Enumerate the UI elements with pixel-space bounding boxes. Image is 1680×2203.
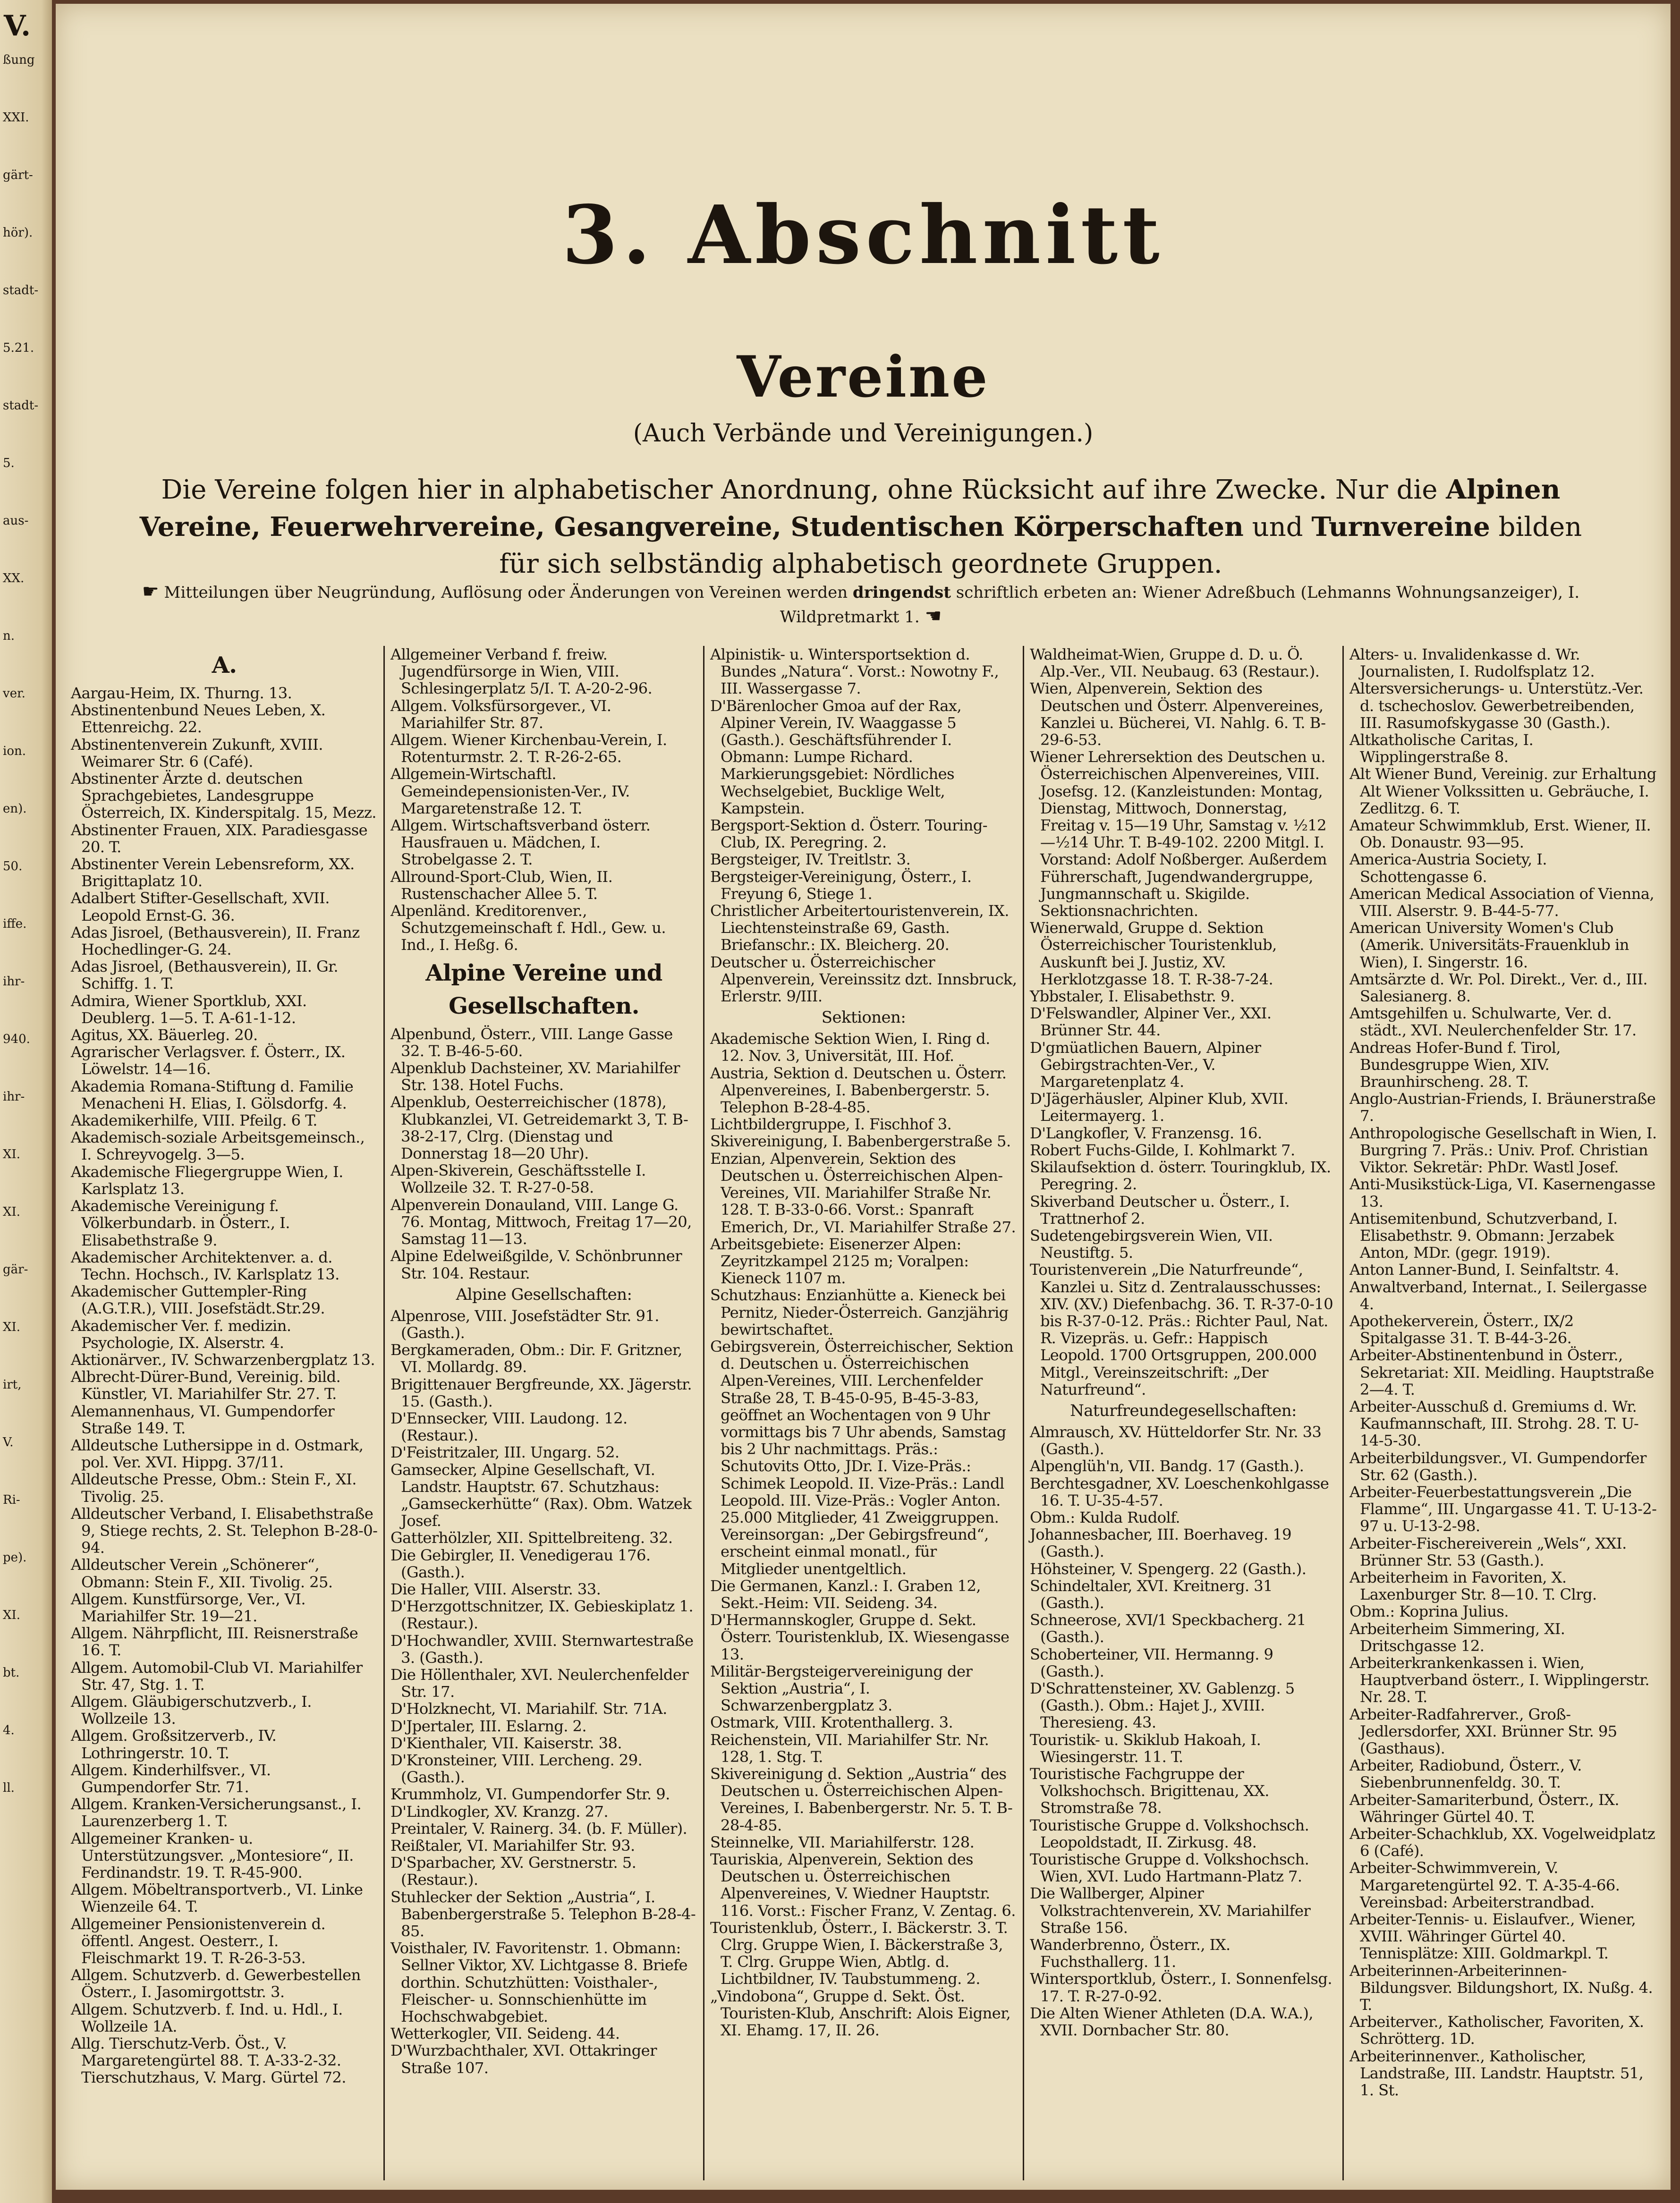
directory-entry: Johannesbacher, III. Boerhaveg. 19 (Gasth.). [1030,1525,1291,1561]
directory-entry: D'Ennsecker, VIII. Laudong. 12. (Restaur.). [390,1409,628,1445]
pointing-hand-right-icon: ☛ [142,581,159,602]
directory-entry: Adalbert Stifter-Gesellschaft, XVII. Leopold Ernst-G. 36. [71,889,330,924]
directory-entry: Alpenrose, VIII. Josefstädter Str. 91. (Gasth.). [390,1306,659,1342]
spine-fragment-list [0,52,52,1796]
directory-entry: Allgem. Volksfürsorgever., VI. Mariahilfer Str. 87. [390,696,611,732]
directory-entry: Alt Wiener Bund, Vereinig. zur Erhaltung Alt Wiener Volkssitten u. Gebräuche, I. Zedlitzg. 6. T. [1349,765,1656,817]
document-page [56,4,1671,2190]
directory-entry: Altkatholische Caritas, I. Wipplingerstraße 8. [1349,731,1534,766]
directory-entry: D'gmüatlichen Bauern, Alpiner Gebirgstrachten-Ver., V. Margaretenplatz 4. [1030,1038,1261,1091]
spine-fragment: 5.21. [3,341,34,355]
directory-entry: Alpenglüh'n, VII. Bandg. 17 (Gasth.). [1030,1457,1304,1475]
directory-entry: Krummholz, VI. Gumpendorfer Str. 9. [390,1785,670,1804]
directory-entry: Wintersportklub, Österr., I. Sonnenfelsg. 17. T. R-27-0-92. [1030,1970,1332,2005]
directory-entry: Alldeutsche Luthersippe in d. Ostmark, pol. Ver. XVI. Hippg. 37/11. [71,1436,364,1472]
directory-entry: Arbeiterkrankenkassen i. Wien, Hauptverband österr., I. Wipplingerstr. Nr. 28. T. [1349,1653,1650,1706]
intro-text-3: bilden für sich selbständig alphabetisch geordnete Gruppen. [499,512,1582,579]
directory-entry: Schindeltaler, XVI. Kreitnerg. 31 (Gasth.). [1030,1576,1273,1612]
directory-entry: Arbeiter-Schwimmverein, V. Margaretengürtel 92. T. A-35-4-66. Vereinsbad: Arbeiterstrandbad. [1349,1859,1620,1911]
directory-entry: Enzian, Alpenverein, Sektion des Deutschen u. Österreichischen Alpen-Vereines, VII. Mariahilfer Straße Nr. 128. T. B-33-0-66. Vorst.: Spanraft Emerich, Dr., VI. Mariahilfer Straße 27. [710,1149,1016,1236]
directory-entry: Reichenstein, VII. Mariahilfer Str. Nr. 128, 1. Stg. T. [710,1730,989,1766]
column-2 [385,646,704,2180]
directory-entry: D'Schrattensteiner, XV. Gablenzg. 5 (Gasth.). Obm.: Hajet J., XVIII. Theresieng. 43. [1030,1679,1295,1732]
directory-entry: Arbeiter-Fischereiverein „Wels“, XXI. Brünner Str. 53 (Gasth.). [1349,1534,1627,1569]
directory-entry: D'Herzgottschnitzer, IX. Gebieskiplatz 1. (Restaur.). [390,1597,693,1633]
directory-entry: Alemannenhaus, VI. Gumpendorfer Straße 149. T. [71,1402,335,1437]
directory-entry: Akademische Fliegergruppe Wien, I. Karlsplatz 13. [71,1162,343,1198]
spine-fragment: XI. [3,1320,21,1334]
directory-entry: D'Hochwandler, XVIII. Sternwartestraße 3. (Gasth.). [390,1631,694,1667]
directory-entry: Obm.: Kulda Rudolf. [1030,1508,1180,1526]
directory-entry: Allround-Sport-Club, Wien, II. Rustenschacher Allee 5. T. [390,867,613,903]
directory-entry: Robert Fuchs-Gilde, I. Kohlmarkt 7. [1030,1141,1295,1159]
directory-entry: Arbeiter-Feuerbestattungsverein „Die Flamme“, III. Ungargasse 41. T. U-13-2-97 u. U-13-2-98. [1349,1483,1657,1535]
directory-entry: Sudetengebirgsverein Wien, VII. Neustiftg. 5. [1030,1226,1273,1262]
directory-entry: Arbeiter-Samariterbund, Österr., IX. Währinger Gürtel 40. T. [1349,1790,1620,1826]
page-header [56,4,1671,641]
directory-entry: D'Jägerhäusler, Alpiner Klub, XVII. Leitermayerg. 1. [1030,1090,1289,1125]
directory-entry: Allgemeiner Pensionistenverein d. öffentl. Angest. Oesterr., I. Fleischmarkt 19. T. R-26-3-53. [71,1915,326,1967]
directory-entry: Akademikerhilfe, VIII. Pfeilg. 6 T. [71,1111,317,1130]
directory-entry: Ostmark, VIII. Krotenthallerg. 3. [710,1713,953,1732]
directory-entry: Allgem. Nährpflicht, III. Reisnerstraße 16. T. [71,1624,358,1660]
spine-fragment: ihr- [3,1090,25,1104]
spine-fragment: 940. [3,1032,30,1046]
directory-entry: American University Women's Club (Amerik. Universitäts-Frauenklub in Wien), I. Singerstr. 16. [1349,919,1629,971]
directory-entry: Arbeiter, Radiobund, Österr., V. Siebenbrunnenfeldg. 30. T. [1349,1756,1582,1792]
directory-entry: Allgem. Schutzverb. d. Gewerbestellen Österr., I. Jasomirgottstr. 3. [71,1966,361,2001]
directory-entry: Die Gebirgler, II. Venedigerau 176. (Gasth.). [390,1546,651,1581]
spine-roman-numeral: V. [4,9,31,42]
directory-entry: Allgem. Kranken-Versicherungsanst., I. Laurenzerberg 1. T. [71,1795,362,1830]
spine-fragment: 50. [3,859,23,873]
spine-fragment: 5. [3,456,15,470]
directory-entry: Die Höllenthaler, XVI. Neulerchenfelder Str. 17. [390,1665,689,1701]
directory-entry: Alpinistik- u. Wintersportsektion d. Bundes „Natura“. Vorst.: Nowotny F., III. Wassergasse 7. [710,646,999,698]
directory-entry: Arbeiter-Radfahrerver., Groß-Jedlersdorfer, XXI. Brünner Str. 95 (Gasthaus). [1349,1705,1617,1757]
directory-entry: Allgem. Schutzverb. f. Ind. u. Hdl., I. Wollzeile 1A. [71,2000,343,2035]
directory-entry: Arbeiter-Abstinentenbund in Österr., Sekretariat: XII. Meidling. Hauptstraße 2—4. T. [1349,1346,1654,1398]
directory-entry: Antisemitenbund, Schutzverband, I. Elisabethstr. 9. Obmann: Jerzabek Anton, MDr. (gegr. 1919). [1349,1209,1618,1262]
directory-entry: Voisthaler, IV. Favoritenstr. 1. Obmann: Sellner Viktor, XV. Lichtgasse 8. Briefe dorthin. Schutzhütten: Voisthaler-, Fleischer- u. Sonnschienhütte im Hochschwabgebiet. [390,1939,687,2026]
spine-fragment: stadt- [3,398,39,413]
spine-fragment: ihr- [3,974,25,989]
spine-fragment: n. [3,629,15,643]
intro-text-1: Die Vereine folgen hier in alphabetischer Anordnung, ohne Rücksicht auf ihre Zwecke. Nur die [161,474,1446,505]
directory-entry: Anglo-Austrian-Friends, I. Bräunerstraße 7. [1349,1090,1656,1125]
directory-entry: Gatterhölzler, XII. Spittelbreiteng. 32. [390,1529,673,1547]
directory-entry: Albrecht-Dürer-Bund, Vereinig. bild. Künstler, VI. Mariahilfer Str. 27. T. [71,1368,341,1403]
directory-entry: Alpine Edelweißgilde, V. Schönbrunner Str. 104. Restaur. [390,1247,682,1282]
directory-columns [65,646,1663,2185]
directory-entry: Brigittenauer Bergfreunde, XX. Jägerstr. 15. (Gasth.). [390,1375,692,1410]
directory-entry: Höhsteiner, V. Spengerg. 22 (Gasth.). [1030,1559,1307,1578]
group-heading: A. [212,652,237,678]
directory-entry: Allgem. Kunstfürsorge, Ver., VI. Mariahilfer Str. 19—21. [71,1590,306,1625]
directory-entry: Touristenklub, Österr., I. Bäckerstr. 3. T. Clrg. Gruppe Wien, I. Bäckerstraße 3, T. Clrg. Gruppe Wien, Abtlg. d. Lichtbildner, IV. Taubstummeng. 2. [710,1918,1008,1988]
directory-entry: Aargau-Heim, IX. Thurng. 13. [71,684,292,702]
spine-fragment: irt, [3,1378,22,1392]
main-title: Vereine [737,344,990,410]
directory-entry: Touristik- u. Skiklub Hakoah, I. Wiesingerstr. 11. T. [1030,1730,1261,1766]
directory-entry: Alpenklub Dachsteiner, XV. Mariahilfer Str. 138. Hotel Fuchs. [390,1059,680,1094]
directory-entry: Akademischer Guttempler-Ring (A.G.T.R.), VIII. Josefstädt.Str.29. [71,1282,325,1318]
directory-entry: D'Wurzbachthaler, XVI. Ottakringer Straße 107. [390,2042,657,2077]
subgroup-heading: Alpine Gesellschaften: [456,1285,632,1304]
pointing-hand-left-icon: ☚ [925,605,942,627]
directory-entry: Christlicher Arbeitertouristenverein, IX. Liechtensteinstraße 69, Gasth. Briefanschr.: IX. Bleicherg. 20. [710,902,1009,954]
directory-entry: Andreas Hofer-Bund f. Tirol, Bundesgruppe Wien, XIV. Braunhirscheng. 28. T. [1349,1038,1561,1091]
directory-entry: Lichtbildergruppe, I. Fischhof 3. [710,1115,952,1134]
spine-fragment: 4. [3,1723,15,1737]
directory-entry: Alpen-Skiverein, Geschäftsstelle I. Wollzeile 32. T. R-27-0-58. [390,1161,646,1197]
directory-entry: D'Feistritzaler, III. Ungarg. 52. [390,1443,619,1462]
directory-entry: Abstinentenbund Neues Leben, X. Ettenreichg. 22. [71,701,326,737]
directory-entry: Berchtesgadner, XV. Loeschenkohlgasse 16. T. U-35-4-57. [1030,1474,1329,1509]
directory-entry: Arbeiterinnenver., Katholischer, Landstraße, III. Landstr. Hauptstr. 51, 1. St. [1349,2047,1644,2100]
directory-entry: Alldeutscher Verband, I. Elisabethstraße 9, Stiege rechts, 2. St. Telephon B-28-0-94. [71,1504,378,1557]
directory-entry: Amtsärzte d. Wr. Pol. Direkt., Ver. d., III. Salesianerg. 8. [1349,970,1648,1006]
adjacent-page-spine [0,0,52,2203]
directory-entry: Allgem. Gläubigerschutzverb., I. Wollzeile 13. [71,1692,312,1728]
directory-entry: Schoberteiner, VII. Hermanng. 9 (Gasth.). [1030,1645,1273,1680]
directory-entry: Allgemein-Wirtschaftl. Gemeindepensionisten-Ver., IV. Margaretenstraße 12. T. [390,765,630,817]
column-1 [65,646,385,2180]
directory-entry: Austria, Sektion d. Deutschen u. Österr. Alpenvereines, I. Babenbergerstr. 5. Telephon B-28-4-85. [710,1064,1007,1117]
directory-entry: D'Kronsteiner, VIII. Lercheng. 29. (Gasth.). [390,1751,643,1787]
directory-entry: „Vindobona“, Gruppe d. Sekt. Öst. Touristen-Klub, Anschrift: Alois Eigner, XI. Ehamg. 17, II. 26. [710,1987,1011,2040]
spine-fragment: hör). [3,226,33,240]
directory-entry: Alpenländ. Kreditorenver., Schutzgemeinschaft f. Hdl., Gew. u. Ind., I. Heßg. 6. [390,902,666,954]
directory-entry: Reißtaler, VI. Mariahilfer Str. 93. [390,1837,635,1855]
spine-fragment: V. [3,1435,14,1449]
directory-entry: D'Bärenlocher Gmoa auf der Rax, Alpiner Verein, IV. Waaggasse 5 (Gasth.). Geschäftsführender I. Obmann: Lumpe Richard. Markierungsgebiet: Nördliches Wechselgebiet, Bucklige Welt, Kampstein. [710,696,962,817]
directory-entry: Allgemeiner Verband f. freiw. Jugendfürsorge in Wien, VIII. Schlesingerplatz 5/I. T. A-20-2-96. [390,646,653,698]
directory-entry: Anti-Musikstück-Liga, VI. Kasernengasse 13. [1349,1175,1655,1211]
directory-entry: D'Holzknecht, VI. Mariahilf. Str. 71A. [390,1700,667,1718]
directory-entry: Adas Jisroel, (Bethausverein), II. Gr. Schiffg. 1. T. [71,957,339,993]
directory-entry: Arbeiter-Tennis- u. Eislaufver., Wiener, XVIII. Währinger Gürtel 40. Tennisplätze: XIII. Goldmarkpl. T. [1349,1910,1636,1963]
directory-entry: Bergkameraden, Obm.: Dir. F. Gritzner, VI. Mollardg. 89. [390,1341,682,1376]
directory-entry: Touristische Gruppe d. Volkshochsch. Wien, XVI. Ludo Hartmann-Platz 7. [1030,1850,1309,1886]
directory-entry: Preintaler, V. Rainerg. 34. (b. F. Müller). [390,1819,687,1838]
spine-fragment: en). [3,802,27,816]
directory-entry: Ybbstaler, I. Elisabethstr. 9. [1030,987,1235,1006]
directory-entry: Akademische Sektion Wien, I. Ring d. 12. Nov. 3, Universität, III. Hof. [710,1030,990,1065]
directory-entry: Militär-Bergsteigervereinigung der Sektion „Austria“, I. Schwarzenbergplatz 3. [710,1662,973,1715]
directory-entry: Skiverband Deutscher u. Österr., I. Trattnerhof 2. [1030,1192,1290,1228]
directory-entry: Akademia Romana-Stiftung d. Familie Menacheni H. Elias, I. Gölsdorfg. 4. [71,1077,354,1112]
directory-entry: Arbeiterinnen-Arbeiterinnen-Bildungsver. Bildungshort, IX. Nußg. 4. T. [1349,1961,1653,2014]
directory-entry: Admira, Wiener Sportklub, XXI. Deublerg. 1—5. T. A-61-1-12. [71,991,307,1027]
directory-entry: Arbeiterver., Katholischer, Favoriten, X. Schrötterg. 1D. [1349,2013,1644,2048]
directory-entry: Akademischer Ver. f. medizin. Psychologie, IX. Alserstr. 4. [71,1316,291,1352]
section-title: 3. Abschnitt [562,188,1164,282]
directory-entry: Deutscher u. Österreichischer Alpenverein, Vereinssitz dzt. Innsbruck, Erlerstr. 9/III. [710,953,1017,1006]
directory-entry: Abstinenter Ärzte d. deutschen Sprachgebietes, Landesgruppe Österreich, IX. Kinderspitalg. 15, Mezz. [71,770,376,822]
directory-entry: Akademischer Architektenver. a. d. Techn. Hochsch., IV. Karlsplatz 13. [71,1248,339,1283]
directory-entry: Allgem. Möbeltransportverb., VI. Linke Wienzeile 64. T. [71,1881,363,1916]
directory-entry: Amtsgehilfen u. Schulwarte, Ver. d. städt., XVI. Neulerchenfelder Str. 17. [1349,1004,1637,1040]
directory-entry: Allg. Tierschutz-Verb. Öst., V. Margaretengürtel 88. T. A-33-2-32. Tierschutzhaus, V. Marg. Gürtel 72. [71,2034,346,2087]
intro-bold-groups: Alpinen Vereine, Feuerwehrvereine, Gesangvereine, Studentischen Körperschaften [139,474,1561,542]
directory-entry: Schutzhaus: Enzianhütte a. Kieneck bei Pernitz, Nieder-Österreich. Ganzjährig bewirtschaftet. [710,1286,1009,1339]
directory-entry: Obm.: Koprina Julius. [1349,1602,1509,1621]
directory-entry: Schneerose, XVI/1 Speckbacherg. 21 (Gasth.). [1030,1611,1306,1646]
directory-entry: Wiener Lehrersektion des Deutschen u. Österreichischen Alpenvereines, VIII. Josefsg. 12. (Kanzleistunden: Montag, Dienstag, Mittwoch, Donnerstag, Freitag v. 15—19 Uhr, Samstag v. ½12—½14 Uhr. T. B-49-102. 2200 Mitgl. I. Vorstand: Adolf Noßberger. Außerdem Führerschaft, Jugendwandergruppe, Jungmannschaft u. Skigilde. Sektionsnachrichten. [1030,748,1327,920]
directory-entry: Bergsteiger-Vereinigung, Österr., I. Freyung 6, Stiege 1. [710,867,972,903]
intro-paragraph [117,471,1604,583]
notice-text-2: schriftlich erbeten an: Wiener Adreßbuch (Lehmanns Wohnungsanzeiger), I. Wildpretmarkt 1. [780,583,1580,627]
intro-bold-turnvereine: Turnvereine [1311,511,1490,542]
directory-entry: Arbeitsgebiete: Eisenerzer Alpen: Zeyritzkampel 2125 m; Voralpen: Kieneck 1107 m. [710,1235,969,1288]
spine-fragment: XI. [3,1608,21,1622]
spine-fragment: Ri- [3,1493,20,1507]
spine-fragment: gär- [3,1262,28,1277]
notice-text-1: Mitteilungen über Neugründung, Auflösung oder Änderungen von Vereinen werden [164,583,853,602]
directory-entry: Adas Jisroel, (Bethausverein), II. Franz Hochedlinger-G. 24. [71,923,360,959]
directory-entry: Die Germanen, Kanzl.: I. Graben 12, Sekt.-Heim: VII. Seideng. 34. [710,1576,981,1612]
spine-fragment: ion. [3,744,26,758]
subtitle: (Auch Verbände und Vereinigungen.) [633,419,1094,448]
directory-entry: Akademische Vereinigung f. Völkerbundarb. in Österr., I. Elisabethstraße 9. [71,1197,290,1249]
directory-entry: D'Kienthaler, VII. Kaiserstr. 38. [390,1734,622,1752]
directory-entry: Skivereinigung, I. Babenbergerstraße 5. [710,1132,1011,1151]
directory-entry: Akademisch-soziale Arbeitsgemeinsch., I. Schreyvogelg. 3—5. [71,1128,365,1164]
directory-entry: Stuhlecker der Sektion „Austria“, I. Babenbergerstraße 5. Telephon B-28-4-85. [390,1888,696,1940]
spine-fragment: bt. [3,1666,20,1680]
directory-entry: Allgem. Großsitzerverb., IV. Lothringerstr. 10. T. [71,1727,277,1762]
directory-entry: Alpenverein Donauland, VIII. Lange G. 76. Montag, Mittwoch, Freitag 17—20, Samstag 11—13. [390,1195,692,1248]
directory-entry: D'Langkofler, V. Franzensg. 16. [1030,1124,1262,1142]
directory-entry: D'Lindkogler, XV. Kranzg. 27. [390,1802,608,1821]
directory-entry: Wien, Alpenverein, Sektion des Deutschen und Österr. Alpenvereines, Kanzlei u. Bücherei, VI. Nahlg. 6. T. B-29-6-53. [1030,679,1326,749]
directory-entry: Die Alten Wiener Athleten (D.A. W.A.), XVII. Dornbacher Str. 80. [1030,2004,1314,2040]
directory-entry: Arbeiterheim in Favoriten, X. Laxenburger Str. 8—10. T. Clrg. [1349,1568,1597,1604]
directory-entry: Aktionärver., IV. Schwarzenbergplatz 13. [71,1350,375,1369]
directory-entry: Wanderbrenno, Österr., IX. Fuchsthallerg. 11. [1030,1936,1230,1971]
directory-entry: Apothekerverein, Österr., IX/2 Spitalgasse 31. T. B-44-3-26. [1349,1312,1574,1347]
spine-fragment: XXI. [3,110,29,125]
spine-fragment: gärt- [3,168,33,182]
column-5 [1344,646,1663,2180]
directory-entry: Die Wallberger, Alpiner Volkstrachtenverein, XV. Mariahilfer Straße 156. [1030,1884,1311,1937]
column-3 [704,646,1024,2180]
directory-entry: Touristenverein „Die Naturfreunde“, Kanzlei u. Sitz d. Zentralausschusses: XIV. (XV.) Diefenbachg. 36. T. R-37-0-10 bis R-37-0-12. Präs.: Richter Paul, Nat. R. Vizepräs. u. Gefr.: Happisch Leopold. 1700 Ortsgruppen, 200.000 Mitgl., Vereinszeitschrift: „Der Naturfreund“. [1030,1261,1333,1398]
spine-fragment: ver. [3,686,25,701]
directory-entry: Allgem. Wirtschaftsverband österr. Hausfrauen u. Mädchen, I. Strobelgasse 2. T. [390,816,651,869]
directory-entry: Allgem. Kinderhilfsver., VI. Gumpendorfer Str. 71. [71,1761,271,1796]
directory-entry: Abstinentenverein Zukunft, XVIII. Weimarer Str. 6 (Café). [71,735,323,771]
directory-entry: Altersversicherungs- u. Unterstütz.-Ver. d. tschechoslov. Gewerbetreibenden, III. Rasumofskygasse 30 (Gasth.). [1349,679,1644,732]
directory-entry: Agitus, XX. Bäuerleg. 20. [71,1026,258,1044]
directory-entry: Alldeutsche Presse, Obm.: Stein F., XI. Tivolig. 25. [71,1470,356,1506]
spine-fragment: ll. [3,1781,15,1795]
spine-fragment: iffe. [3,917,27,931]
directory-entry: Wienerwald, Gruppe d. Sektion Österreichischer Touristenklub, Auskunft bei J. Justiz, XV. Herklotzgasse 18. T. R-38-7-24. [1030,919,1277,988]
directory-entry: Die Haller, VIII. Alserstr. 33. [390,1580,601,1598]
directory-entry: Alldeutscher Verein „Schönerer“, Obmann: Stein F., XII. Tivolig. 25. [71,1556,333,1591]
spine-fragment: aus- [3,514,29,528]
spine-fragment: XI. [3,1147,21,1161]
directory-entry: Arbeiter-Ausschuß d. Gremiums d. Wr. Kaufmannschaft, III. Strohg. 28. T. U-14-5-30. [1349,1397,1639,1450]
directory-entry: Agrarischer Verlagsver. f. Österr., IX. Löwelstr. 14—16. [71,1043,346,1078]
spine-fragment: pe). [3,1551,27,1565]
spine-fragment: XI. [3,1205,21,1219]
directory-entry: American Medical Association of Vienna, VIII. Alserstr. 9. B-44-5-77. [1349,884,1655,920]
directory-entry: D'Felswandler, Alpiner Ver., XXI. Brünner Str. 44. [1030,1004,1272,1040]
directory-entry: Alters- u. Invalidenkasse d. Wr. Journalisten, I. Rudolfsplatz 12. [1349,646,1595,681]
directory-entry: D'Jpertaler, III. Eslarng. 2. [390,1717,586,1735]
notice-line [117,580,1604,629]
spine-fragment: stadt- [3,283,39,297]
directory-entry: Wetterkogler, VII. Seideng. 44. [390,2025,620,2043]
directory-entry: Arbeiter-Schachklub, XX. Vogelweidplatz 6 (Café). [1349,1825,1655,1860]
group-heading: Alpine Vereine und Gesellschaften. [425,959,662,1019]
directory-entry: Abstinenter Frauen, XIX. Paradiesgasse 20. T. [71,821,368,856]
directory-entry: America-Austria Society, I. Schottengasse 6. [1349,850,1547,886]
directory-entry: Anton Lanner-Bund, I. Seinfaltstr. 4. [1349,1261,1619,1279]
directory-entry: Anthropologische Gesellschaft in Wien, I. Burgring 7. Präs.: Univ. Prof. Christian Viktor. Sekretär: PhDr. Wastl Josef. [1349,1124,1657,1177]
directory-entry: Alpenklub, Oesterreichischer (1878), Klubkanzlei, VI. Getreidemarkt 3, T. B-38-2-17, Clrg. (Dienstag und Donnerstag 18—20 Uhr). [390,1093,688,1163]
directory-entry: Gamsecker, Alpine Gesellschaft, VI. Landstr. Hauptstr. 67. Schutzhaus: „Gamseckerhütte“ (Rax). Obm. Watzek Josef. [390,1460,692,1530]
notice-bold: dringendst [852,583,951,602]
directory-entry: Allgem. Automobil-Club VI. Mariahilfer Str. 47, Stg. 1. T. [71,1658,363,1694]
directory-entry: Bergsport-Sektion d. Österr. Touring-Club, IX. Peregring. 2. [710,816,987,852]
directory-entry: Anwaltverband, Internat., I. Seilergasse 4. [1349,1278,1647,1313]
intro-text-2: und [1243,512,1312,542]
subgroup-heading: Naturfreundegesellschaften: [1070,1401,1297,1420]
directory-entry: Bergsteiger, IV. Treitlstr. 3. [710,850,911,869]
directory-entry: Arbeiterbildungsver., VI. Gumpendorfer Str. 62 (Gasth.). [1349,1449,1646,1484]
directory-entry: Touristische Gruppe d. Volkshochsch. Leopoldstadt, II. Zirkusg. 48. [1030,1816,1309,1851]
directory-entry: D'Hermannskogler, Gruppe d. Sekt. Österr. Touristenklub, IX. Wiesengasse 13. [710,1611,1010,1663]
spine-fragment: ßung [3,53,35,67]
directory-entry: Waldheimat-Wien, Gruppe d. D. u. Ö. Alp.-Ver., VII. Neubaug. 63 (Restaur.). [1030,646,1320,681]
directory-entry: Allgemeiner Kranken- u. Unterstützungsver. „Montesiore“, II. Ferdinandstr. 19. T. R-45-900. [71,1829,354,1882]
directory-entry: Touristische Fachgruppe der Volkshochsch. Brigittenau, XX. Stromstraße 78. [1030,1765,1269,1817]
directory-entry: Skivereinigung d. Sektion „Austria“ des Deutschen u. Österreichischen Alpen-Vereines, I. Babenbergerstr. Nr. 5. T. B-28-4-85. [710,1765,1013,1834]
directory-entry: Arbeiterheim Simmering, XI. Dritschgasse 12. [1349,1619,1565,1655]
directory-entry: Alpenbund, Österr., VIII. Lange Gasse 32. T. B-46-5-60. [390,1025,673,1060]
directory-entry: Skilaufsektion d. österr. Touringklub, IX. Peregring. 2. [1030,1158,1331,1194]
spine-fragment: XX. [3,571,25,585]
column-4 [1024,646,1344,2180]
directory-entry: Tauriskia, Alpenverein, Sektion des Deutschen u. Österreichischen Alpenvereines, V. Wiedner Hauptstr. 116. Vorst.: Fischer Franz, V. Zentag. 6. [710,1850,1016,1920]
directory-entry: Abstinenter Verein Lebensreform, XX. Brigittaplatz 10. [71,855,355,890]
directory-entry: Almrausch, XV. Hütteldorfer Str. Nr. 33 (Gasth.). [1030,1423,1322,1458]
directory-entry: Allgem. Wiener Kirchenbau-Verein, I. Rotenturmstr. 2. T. R-26-2-65. [390,731,667,766]
directory-entry: Amateur Schwimmklub, Erst. Wiener, II. Ob. Donaustr. 93—95. [1349,816,1651,852]
directory-entry: Steinnelke, VII. Mariahilferstr. 128. [710,1833,975,1851]
subgroup-heading: Sektionen: [821,1008,906,1027]
directory-entry: Gebirgsverein, Österreichischer, Sektion d. Deutschen u. Österreichischen Alpen-Vereines, VIII. Lerchenfelder Straße 28, T. B-45-0-95, B-45-3-83, geöffnet an Wochentagen von 9 Uhr vormittags bis 7 Uhr abends, Samstag bis 2 Uhr nachmittags. Präs.: Schutovits Otto, JDr. I. Vize-Präs.: Schimek Leopold. II. Vize-Präs.: Landl Leopold. III. Vize-Präs.: Vogler Anton. 25.000 Mitglieder, 41 Zweiggruppen. Vereinsorgan: „Der Gebirgsfreund“, erscheint einmal monatl., für Mitglieder unentgeltlich. [710,1337,1013,1578]
directory-entry: D'Sparbacher, XV. Gerstnerstr. 5. (Restaur.). [390,1854,636,1889]
